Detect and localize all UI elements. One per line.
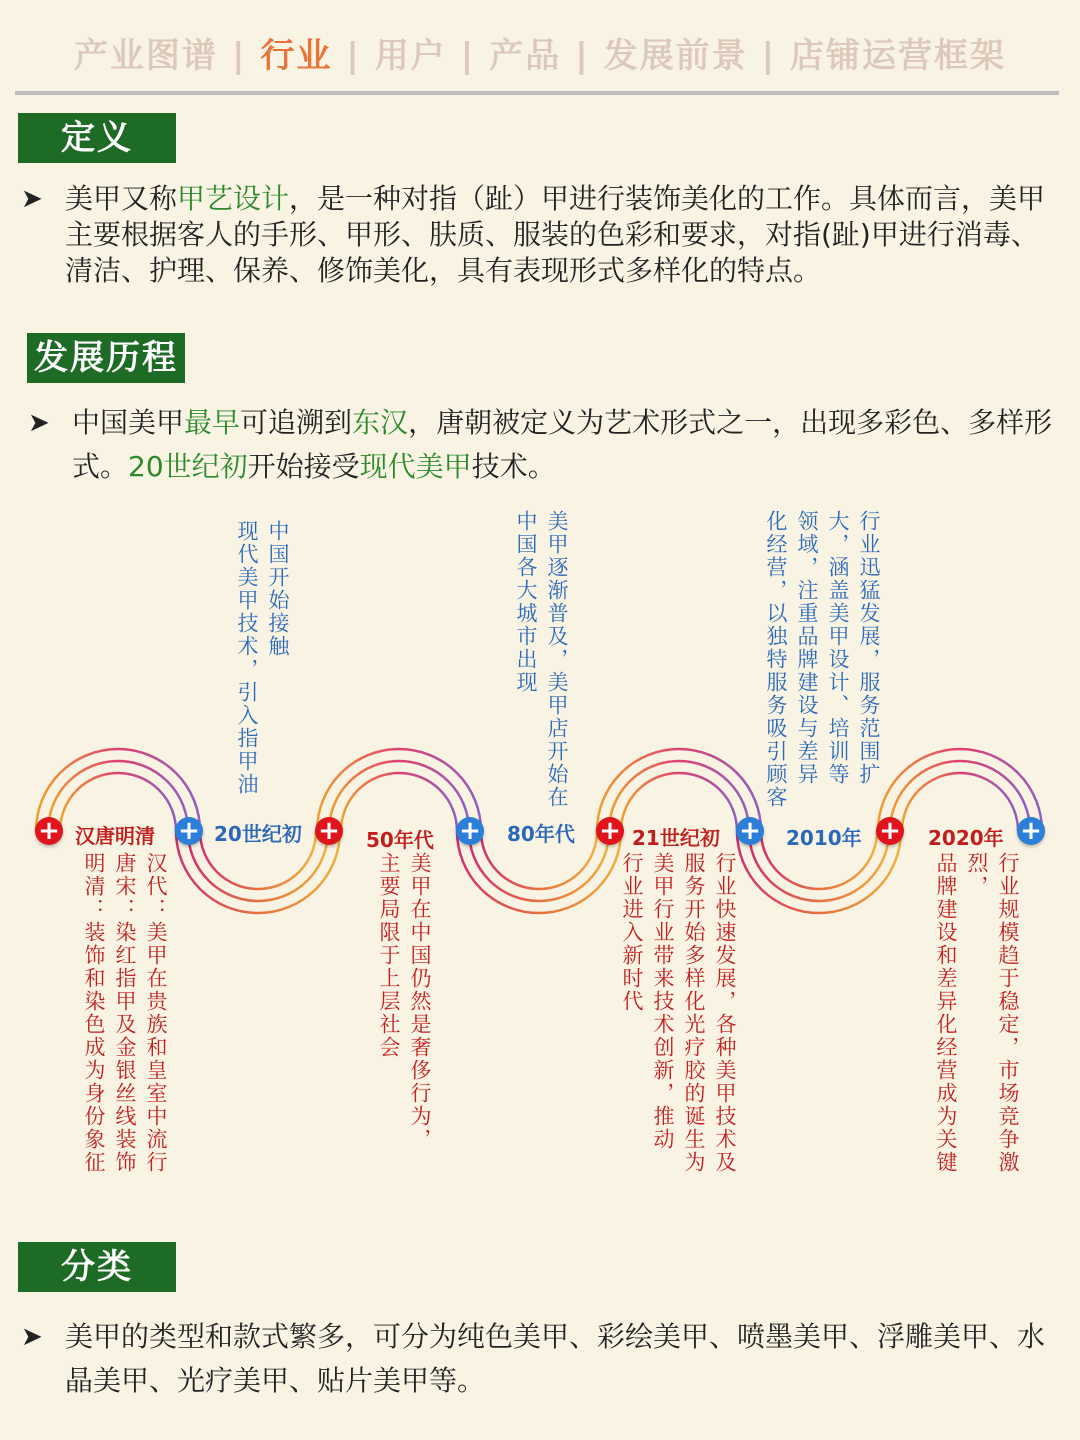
bullet-arrow-icon: ➤ [28,408,50,438]
timeline-label: 20世纪初 [214,822,302,846]
timeline-node-blue: + [1017,817,1045,845]
definition-paragraph [21,181,1065,289]
timeline-label: 50年代 [366,828,434,852]
top-nav [0,28,1080,77]
nav-item-users[interactable]: 用户 [374,36,447,76]
nav-item-industry-map[interactable]: 产业图谱 [73,36,218,76]
timeline-desc-line: 中国开始接触 [266,520,290,658]
timeline-label: 2010年 [786,826,862,850]
history-text: 技术。 [471,450,556,483]
history-highlight: 东汉 [352,406,409,439]
history-text: 中国美甲 [72,406,185,439]
definition-tag: 定义 [18,113,176,163]
timeline-desc-line: 美甲在中国仍然是奢侈行为， [408,852,432,1151]
timeline-desc-line: 行业迅猛发展，服务范围扩 [857,510,881,786]
timeline-desc-bottom [78,852,171,1182]
timeline-node-red: + [35,817,63,845]
classification-paragraph [21,1315,1065,1403]
nav-separator: | [460,36,476,76]
header-divider [15,91,1059,95]
timeline-desc-line: 品牌建设和差异化经营成为关键 [934,852,958,1174]
nav-separator: | [761,36,777,76]
timeline-label: 2020年 [928,826,1004,850]
nav-separator: | [231,36,247,76]
arc-up [609,761,749,831]
timeline-node-red: + [315,817,343,845]
definition-text: 美甲又称 [65,182,178,215]
nav-separator: | [346,36,361,76]
history-paragraph [28,401,1067,489]
classification-text: 美甲的类型和款式繁多，可分为纯色美甲、彩绘美甲、喷墨美甲、浮雕美甲、水晶美甲、光疗美甲、贴片美甲等。 [65,1320,1046,1397]
timeline-label: 21世纪初 [632,826,720,850]
history-text: ，唐朝被定义为艺术形式之一，出现多彩色、多样形式。 [72,406,1053,483]
timeline-node-blue: + [175,817,203,845]
timeline-label: 80年代 [507,822,575,846]
timeline-desc-line: 主要局限于上层社会 [377,852,401,1059]
classification-tag: 分类 [18,1242,176,1292]
timeline-label: 汉唐明清 [75,824,155,848]
bullet-arrow-icon: ➤ [21,1322,43,1352]
definition-highlight: 甲艺设计 [177,182,290,215]
timeline-desc-top [760,510,884,810]
history-highlight: 最早 [184,406,241,439]
timeline-desc-bottom [930,852,1023,1192]
history-text: 开始接受 [247,450,360,483]
timeline-desc-top [510,510,572,810]
timeline-desc-line: 化经营，以独特服务吸引顾客 [764,510,788,809]
nav-item-prospects[interactable]: 发展前景 [603,36,748,76]
nav-separator: | [575,36,590,76]
nav-item-industry[interactable]: 行业 [260,36,333,76]
timeline [0,500,1080,1220]
history-highlight: 20世纪初 [128,450,248,483]
timeline-desc-line: 现代美甲技术，引入指甲油 [235,520,259,796]
arc-up [329,761,469,831]
history-highlight: 现代美甲 [359,450,472,483]
timeline-desc-bottom [616,852,740,1182]
timeline-desc-bottom [373,852,435,1152]
timeline-desc-line: 行业快速发展，各种美甲技术及 [713,852,737,1174]
arc-up [341,773,457,831]
definition-text: ，是一种对指（趾）甲进行装饰美化的工作。具体而言，美甲主要根据客人的手形、甲形、肤质、服装的色彩和要求，对指(趾)甲进行消毒、清洁、护理、保养、修饰美化，具有表现形式多样化的特点。 [65,182,1046,287]
arc-up [890,761,1030,831]
history-tag: 发展历程 [27,333,185,383]
timeline-desc-top [231,520,293,810]
timeline-desc-line: 行业规模趋于稳定，市场竞争激烈， [965,852,1020,1174]
timeline-desc-line: 汉代：美甲在贵族和皇室中流行 [144,852,168,1174]
timeline-desc-line: 领域，注重品牌建设与差异 [795,510,819,786]
timeline-desc-line: 服务开始多样化光疗胶的诞生为 [682,852,706,1174]
timeline-desc-line: 美甲行业带来技术创新，推动 [651,852,675,1151]
timeline-desc-line: 大，涵盖美甲设计、培训等 [826,510,850,786]
timeline-desc-line: 中国各大城市出现 [514,510,538,694]
timeline-node-blue: + [736,817,764,845]
timeline-desc-line: 唐宋：染红指甲及金银丝线装饰 [113,852,137,1174]
timeline-desc-line: 行业进入新时代 [620,852,644,1013]
timeline-node-red: + [876,817,904,845]
history-text: 可追溯到 [240,406,353,439]
timeline-node-red: + [596,817,624,845]
timeline-node-blue: + [456,817,484,845]
nav-item-products[interactable]: 产品 [489,36,562,76]
nav-item-store-ops[interactable]: 店铺运营框架 [790,36,1007,76]
timeline-desc-line: 明清：装饰和染色成为身份象征 [82,852,106,1174]
timeline-desc-line: 美甲逐渐普及，美甲店开始在 [545,510,569,809]
bullet-arrow-icon: ➤ [21,184,43,214]
